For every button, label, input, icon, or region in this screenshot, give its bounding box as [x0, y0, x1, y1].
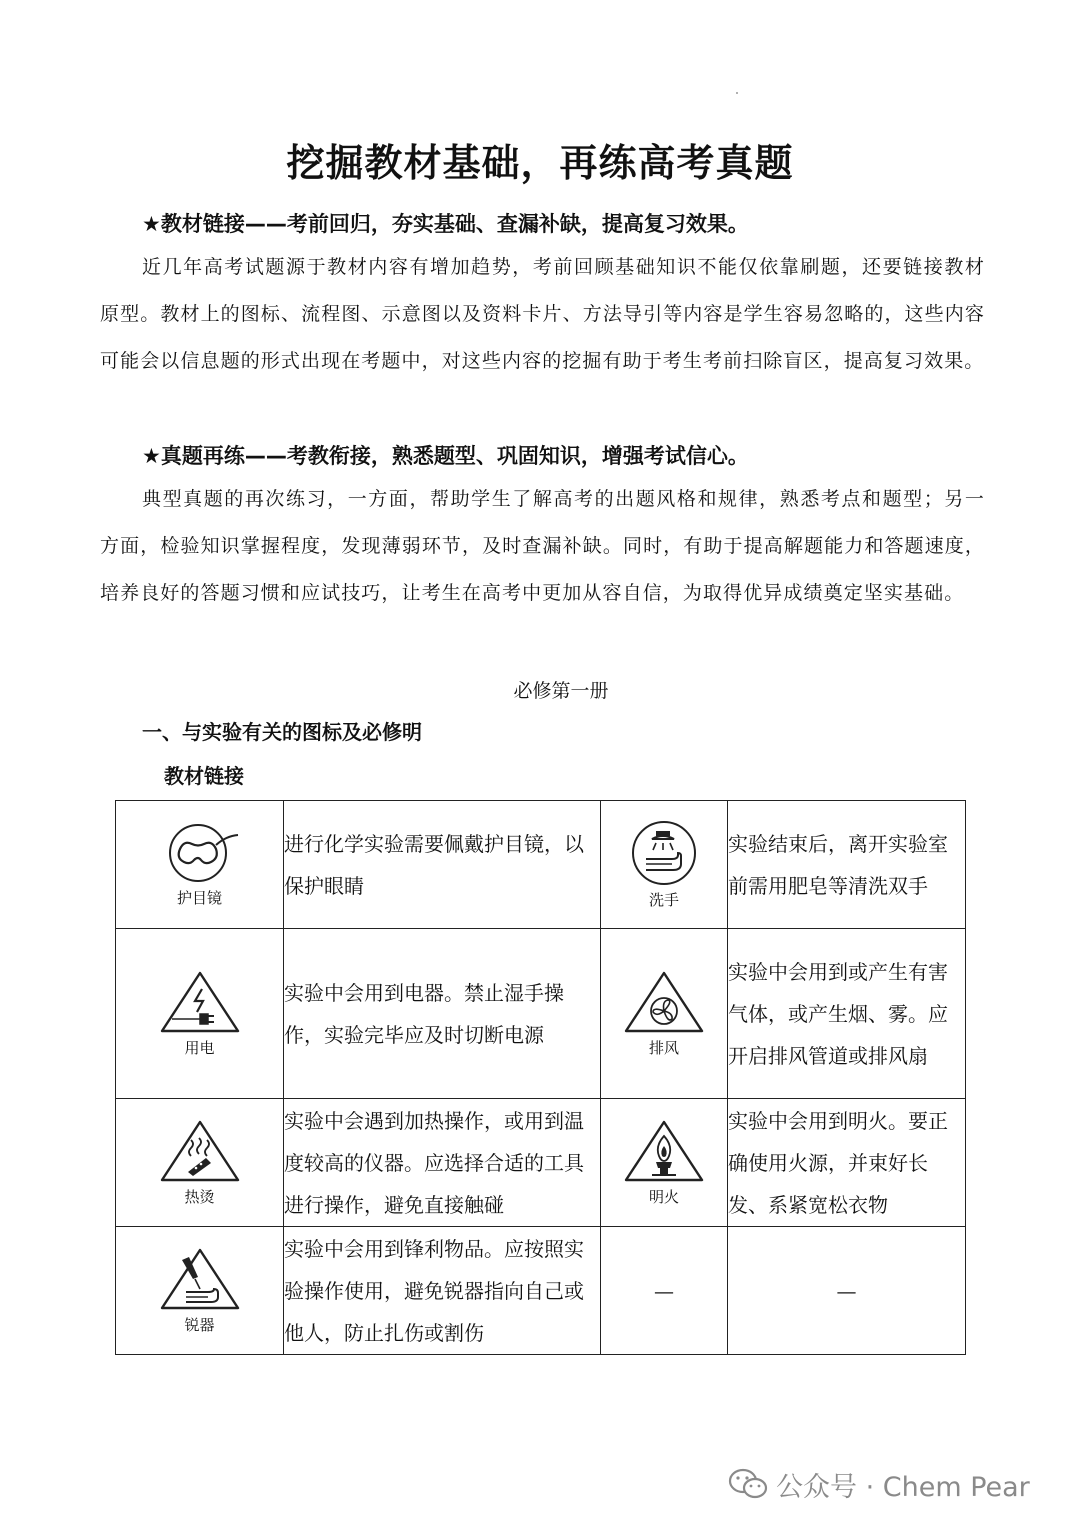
lab-safety-icon-table [115, 800, 966, 1355]
icon-cell [116, 929, 284, 1099]
exhaust-fan-icon [622, 969, 706, 1035]
goggles-icon [158, 821, 242, 885]
subsection-heading: 教材链接 [164, 764, 244, 788]
table-cell-description: 实验中会用到锋利物品。应按照实验操作使用，避免锐器指向自己或他人，防止扎伤或割伤 [284, 1227, 601, 1355]
icon-cell [116, 1099, 284, 1227]
electricity-icon [158, 969, 242, 1035]
sharp-object-icon [158, 1246, 242, 1312]
icon-cell [116, 1227, 284, 1355]
open-flame-icon [622, 1118, 706, 1184]
table-cell-description: 进行化学实验需要佩戴护目镜，以保护眼睛 [284, 801, 601, 929]
section-heading-textbook-link: ★教材链接——考前回归，夯实基础、查漏补缺，提高复习效果。 [142, 212, 749, 236]
icon-cell [116, 801, 284, 929]
icon-label: 用电 [184, 1039, 215, 1057]
watermark-text: 公众号 · Chem Pear [776, 1471, 1030, 1503]
section-paragraph-exam-practice: 典型真题的再次练习，一方面，帮助学生了解高考的出题风格和规律，熟悉考点和题型；另一方面，检验知识掌握程度，发现薄弱环节，及时查漏补缺。同时，有助于提高解题能力和答题速度，培养良好的答题习惯和应试技巧，让考生在高考中更加从容自信，为取得优异成绩奠定坚实基础。 [100, 488, 985, 604]
hot-surface-icon [158, 1118, 242, 1184]
table-row [116, 929, 966, 1099]
wechat-icon [728, 1467, 768, 1501]
scan-speck [736, 92, 738, 94]
section-heading: 一、与实验有关的图标及必修明 [142, 720, 422, 744]
hand-wash-icon [622, 819, 706, 887]
book-title: 必修第一册 [513, 680, 609, 702]
table-cell-description: 实验中会用到电器。禁止湿手操作，实验完毕应及时切断电源 [284, 929, 601, 1099]
table-cell-description: 实验中会用到或产生有害气体，或产生烟、雾。应开启排风管道或排风扇 [728, 929, 966, 1099]
table-row [116, 1099, 966, 1227]
table-cell-description: 实验结束后，离开实验室前需用肥皂等清洗双手 [728, 801, 966, 929]
icon-cell [601, 929, 728, 1099]
watermark [728, 1462, 1030, 1506]
table-cell-description: 实验中会遇到加热操作，或用到温度较高的仪器。应选择合适的工具进行操作，避免直接触碰 [284, 1099, 601, 1227]
icon-label: 明火 [648, 1188, 679, 1206]
empty-description-cell: — [728, 1227, 966, 1355]
icon-cell [601, 1099, 728, 1227]
table-row [116, 1227, 966, 1355]
icon-label: 热烫 [184, 1188, 215, 1206]
icon-label: 护目镜 [176, 889, 222, 907]
table-cell-description: 实验中会用到明火。要正确使用火源，并束好长发、系紧宽松衣物 [728, 1099, 966, 1227]
icon-cell [601, 801, 728, 929]
table-row [116, 801, 966, 929]
section-heading-exam-practice: ★真题再练——考教衔接，熟悉题型、巩固知识，增强考试信心。 [142, 444, 749, 468]
page-title: 挖掘教材基础，再练高考真题 [286, 141, 794, 185]
icon-label: 洗手 [648, 891, 679, 909]
section-paragraph-textbook-link: 近几年高考试题源于教材内容有增加趋势，考前回顾基础知识不能仅依靠刷题，还要链接教材原型。教材上的图标、流程图、示意图以及资料卡片、方法导引等内容是学生容易忽略的，这些内容可能会以信息题的形式出现在考题中，对这些内容的挖掘有助于考生考前扫除盲区，提高复习效果。 [100, 256, 985, 372]
icon-label: 排风 [648, 1039, 679, 1057]
empty-icon-cell: — [601, 1227, 728, 1355]
icon-label: 锐器 [184, 1316, 215, 1334]
